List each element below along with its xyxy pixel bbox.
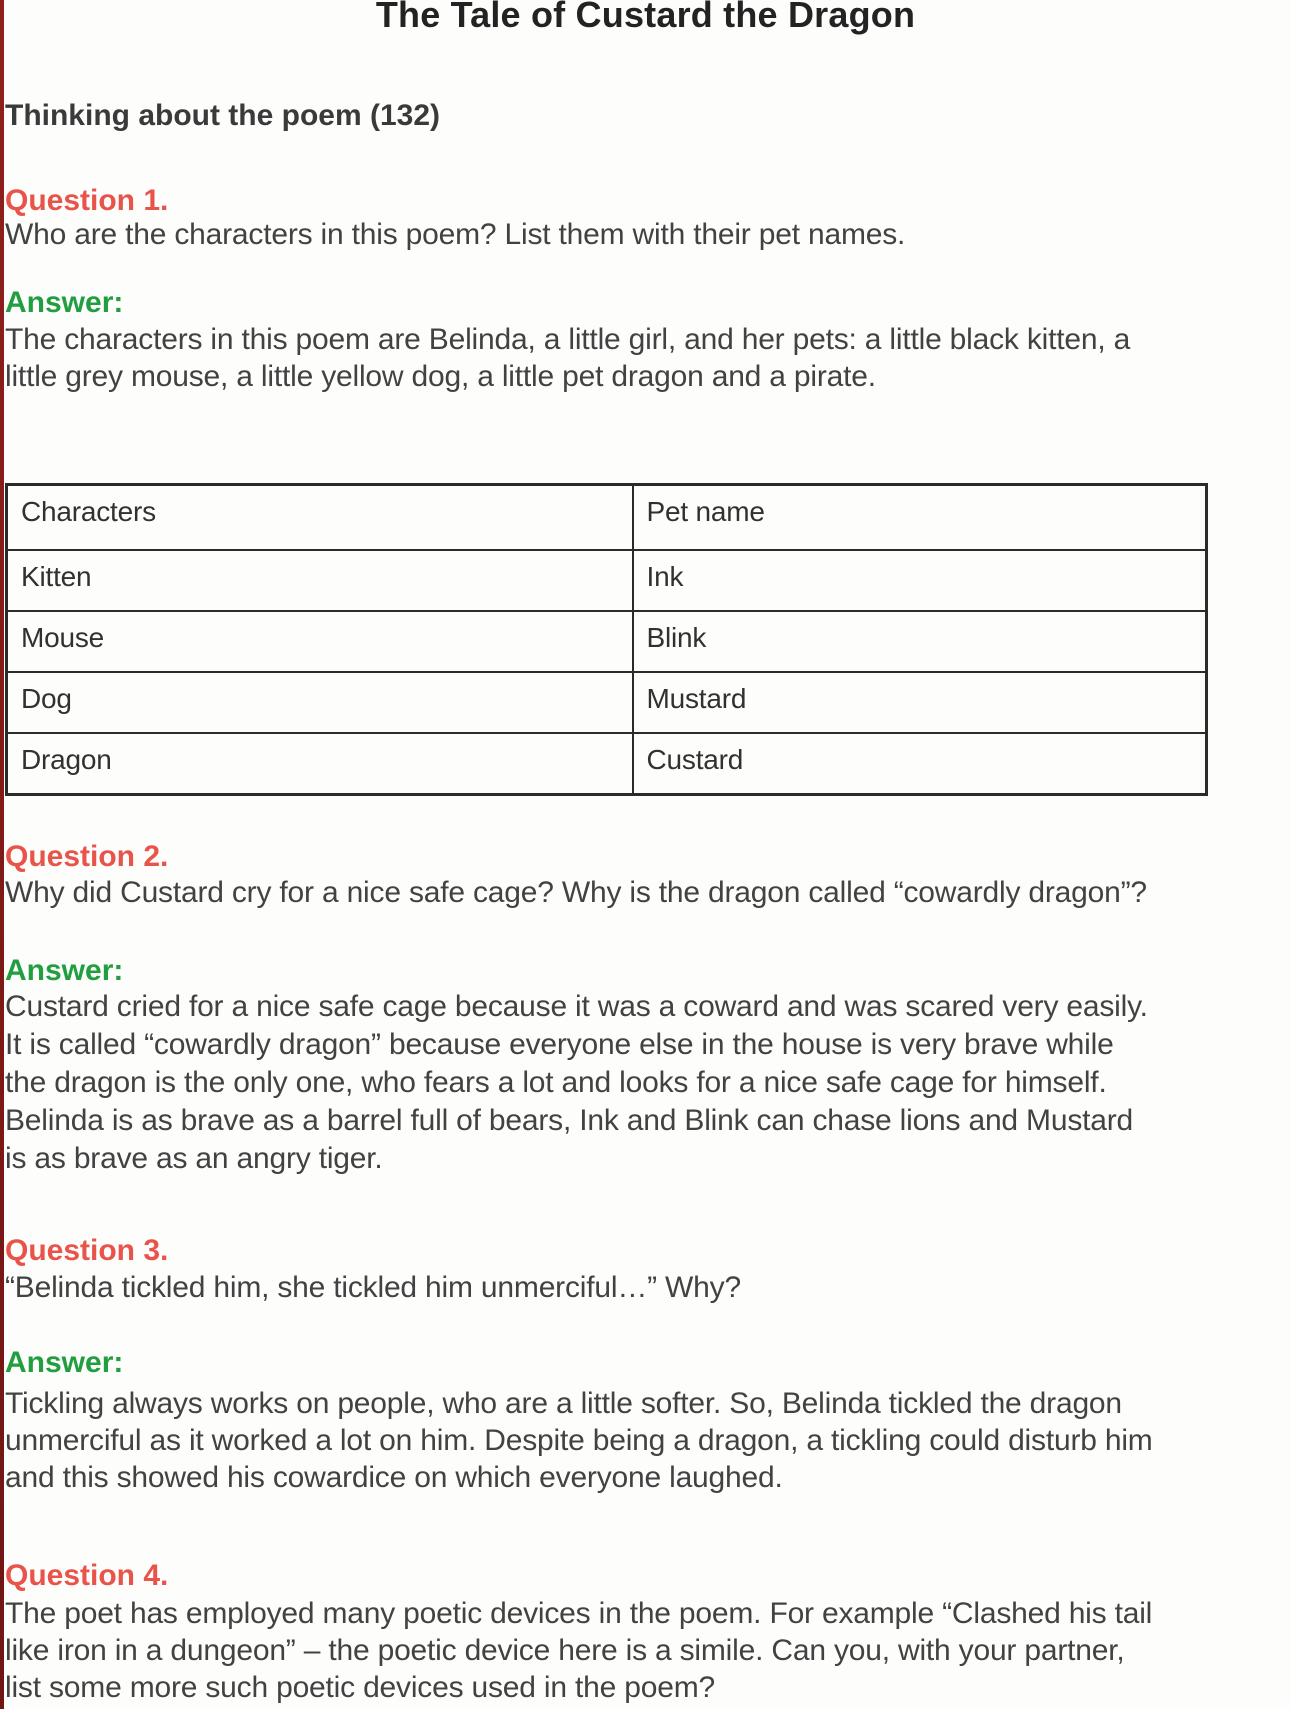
question-1-text (5, 216, 905, 253)
table-cell: Blink (633, 611, 1207, 672)
characters-table (5, 483, 1208, 796)
question-1-label: Question 1. (5, 184, 169, 217)
answer-line: It is called “cowardly dragon” because everyone else in the house is very brave while (5, 1028, 1114, 1061)
question-line: list some more such poetic devices used in the poem? (5, 1671, 715, 1704)
answer-3-text (5, 1385, 1153, 1496)
table-row (7, 672, 1207, 733)
question-2-label: Question 2. (5, 840, 169, 873)
table-cell: Dog (7, 672, 633, 733)
question-line: The poet has employed many poetic devices in the poem. For example “Clashed his tail (5, 1597, 1153, 1630)
table-cell: Dragon (7, 733, 633, 795)
table-cell: Kitten (7, 550, 633, 611)
answer-2-label: Answer: (5, 954, 124, 987)
table-header-cell-pet-name: Pet name (633, 485, 1207, 551)
question-2-text (5, 874, 1147, 911)
question-3-text (5, 1269, 741, 1306)
answer-line: Custard cried for a nice safe cage because it was a coward and was scared very easily. (5, 990, 1148, 1023)
answer-line: Belinda is as brave as a barrel full of bears, Ink and Blink can chase lions and Mustard (5, 1104, 1134, 1137)
question-4-text (5, 1595, 1152, 1706)
question-4-label: Question 4. (5, 1559, 169, 1592)
question-line: like iron in a dungeon” – the poetic device here is a simile. Can you, with your partner, (5, 1634, 1125, 1667)
answer-line: is as brave as an angry tiger. (5, 1142, 383, 1175)
question-line: “Belinda tickled him, she tickled him unmerciful…” Why? (5, 1271, 741, 1304)
page-edge-stripe (0, 0, 4, 1709)
answer-line: and this showed his cowardice on which everyone laughed. (5, 1461, 783, 1494)
table-header-cell-characters: Characters (7, 485, 633, 551)
table-cell: Mustard (633, 672, 1207, 733)
table-row (7, 550, 1207, 611)
answer-line: Tickling always works on people, who are a little softer. So, Belinda tickled the dragon (5, 1387, 1122, 1420)
question-line: Why did Custard cry for a nice safe cage? Why is the dragon called “cowardly dragon”? (5, 876, 1147, 909)
table-cell: Ink (633, 550, 1207, 611)
question-3-label: Question 3. (5, 1234, 169, 1267)
table-row (7, 733, 1207, 795)
answer-1-label: Answer: (5, 286, 124, 319)
answer-2-text (5, 988, 1148, 1178)
characters-table-wrapper (5, 483, 1208, 796)
section-heading: Thinking about the poem (132) (5, 99, 441, 132)
table-header-row (7, 485, 1207, 551)
page-title: The Tale of Custard the Dragon (375, 0, 916, 35)
answer-line: the dragon is the only one, who fears a lot and looks for a nice safe cage for himself. (5, 1066, 1107, 1099)
table-row (7, 611, 1207, 672)
answer-line: little grey mouse, a little yellow dog, a little pet dragon and a pirate. (5, 360, 876, 393)
answer-line: unmerciful as it worked a lot on him. Despite being a dragon, a tickling could disturb him (5, 1424, 1153, 1457)
answer-1-text (5, 321, 1130, 395)
answer-3-label: Answer: (5, 1346, 124, 1379)
table-cell: Mouse (7, 611, 633, 672)
question-line: Who are the characters in this poem? List them with their pet names. (5, 218, 906, 251)
answer-line: The characters in this poem are Belinda, a little girl, and her pets: a little black kitten, a (5, 323, 1131, 356)
table-cell: Custard (633, 733, 1207, 795)
